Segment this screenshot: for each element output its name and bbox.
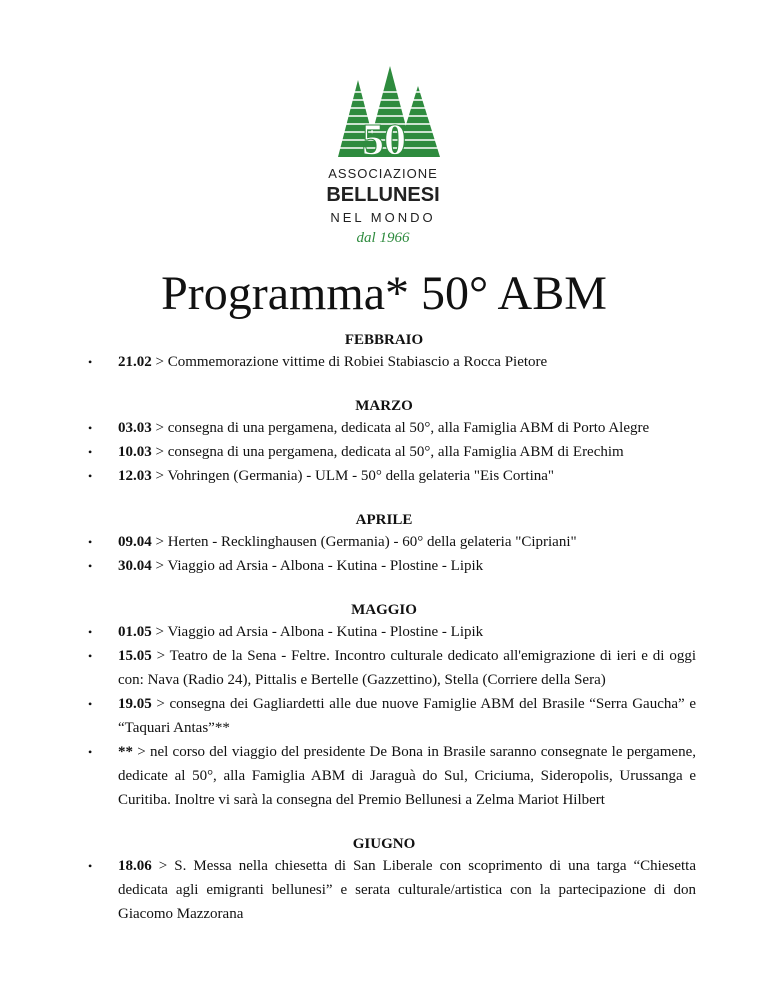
bullet-icon: • [88,355,93,369]
month-heading: MARZO [355,398,413,414]
item-text: > S. Messa nella chiesetta di San Liberale con scoprimento di una targa “Chiesetta dedicata agli emigranti bellunesi” e serata culturale/artistica con la partecipazione di don Giacomo Mazzorana [118,858,696,922]
item-date: 03.03 [118,420,152,436]
logo-line3: NEL MONDO [330,210,436,225]
item-date: 10.03 [118,444,152,460]
list-item [0,854,768,926]
bullet-icon: • [88,559,93,573]
bullet-icon: • [88,649,93,663]
item-date: 19.05 [118,696,152,712]
item-date: 12.03 [118,468,152,484]
list-item [0,644,768,692]
program-list [0,330,768,926]
month-heading: APRILE [355,512,413,528]
bullet-icon: • [88,745,93,759]
list-item [0,416,768,440]
page-title: Programma* 50° ABM [161,267,607,320]
list-item [0,740,768,812]
item-text: > Viaggio ad Arsia - Albona - Kutina - Plostine - Lipik [151,624,484,640]
logo-number: 50 [362,115,406,164]
item-text: > nel corso del viaggio del presidente De Bona in Brasile saranno consegnate le pergamene, dedicate al 50°, alla Famiglia ABM di Jaraguà do Sul, Criciuma, Sideropolis, Urussanga e Curitiba. Inoltre vi sarà la consegna del Premio Bellunesi a Zelma Mariot Hilbert [118,744,696,808]
logo-line1: ASSOCIAZIONE [328,166,438,181]
item-date: ** [118,744,133,760]
item-date: 15.05 [118,648,152,664]
bullet-icon: • [88,859,93,873]
abm-logo [318,62,448,252]
list-item [0,464,768,488]
item-text: > Viaggio ad Arsia - Albona - Kutina - Plostine - Lipik [151,558,484,574]
item-text: > consegna di una pergamena, dedicata al 50°, alla Famiglia ABM di Porto Alegre [151,420,650,436]
list-item [0,530,768,554]
item-text: > consegna di una pergamena, dedicata al 50°, alla Famiglia ABM di Erechim [151,444,624,460]
month-heading: GIUGNO [352,836,416,852]
item-date: 18.06 [118,858,152,874]
item-date: 21.02 [118,354,152,370]
bullet-icon: • [88,625,93,639]
list-item [0,692,768,740]
logo-line2: BELLUNESI [326,184,440,206]
list-item [0,440,768,464]
item-text: > Teatro de la Sena - Feltre. Incontro culturale dedicato all'emigrazione di ieri e di oggi con: Nava (Radio 24), Pittalis e Bertelle (Gazzettino), Stella (Corriere della Sera) [118,648,696,688]
bullet-icon: • [88,469,93,483]
bullet-icon: • [88,535,93,549]
bullet-icon: • [88,697,93,711]
item-text: > Commemorazione vittime di Robiei Stabiascio a Rocca Pietore [151,354,548,370]
item-text: > Vohringen (Germania) - ULM - 50° della gelateria "Eis Cortina" [151,468,555,484]
month-heading: MAGGIO [351,602,417,618]
logo-line4: dal 1966 [356,230,410,246]
bullet-icon: • [88,421,93,435]
month-heading: FEBBRAIO [344,332,424,348]
list-item [0,350,768,374]
item-date: 30.04 [118,558,152,574]
item-date: 09.04 [118,534,152,550]
item-text: > Herten - Recklinghausen (Germania) - 60° della gelateria "Cipriani" [151,534,577,550]
bullet-icon: • [88,445,93,459]
item-date: 01.05 [118,624,152,640]
item-text: > consegna dei Gagliardetti alle due nuove Famiglie ABM del Brasile “Serra Gaucha” e “Taquari Antas”** [118,696,696,736]
list-item [0,554,768,578]
list-item [0,620,768,644]
